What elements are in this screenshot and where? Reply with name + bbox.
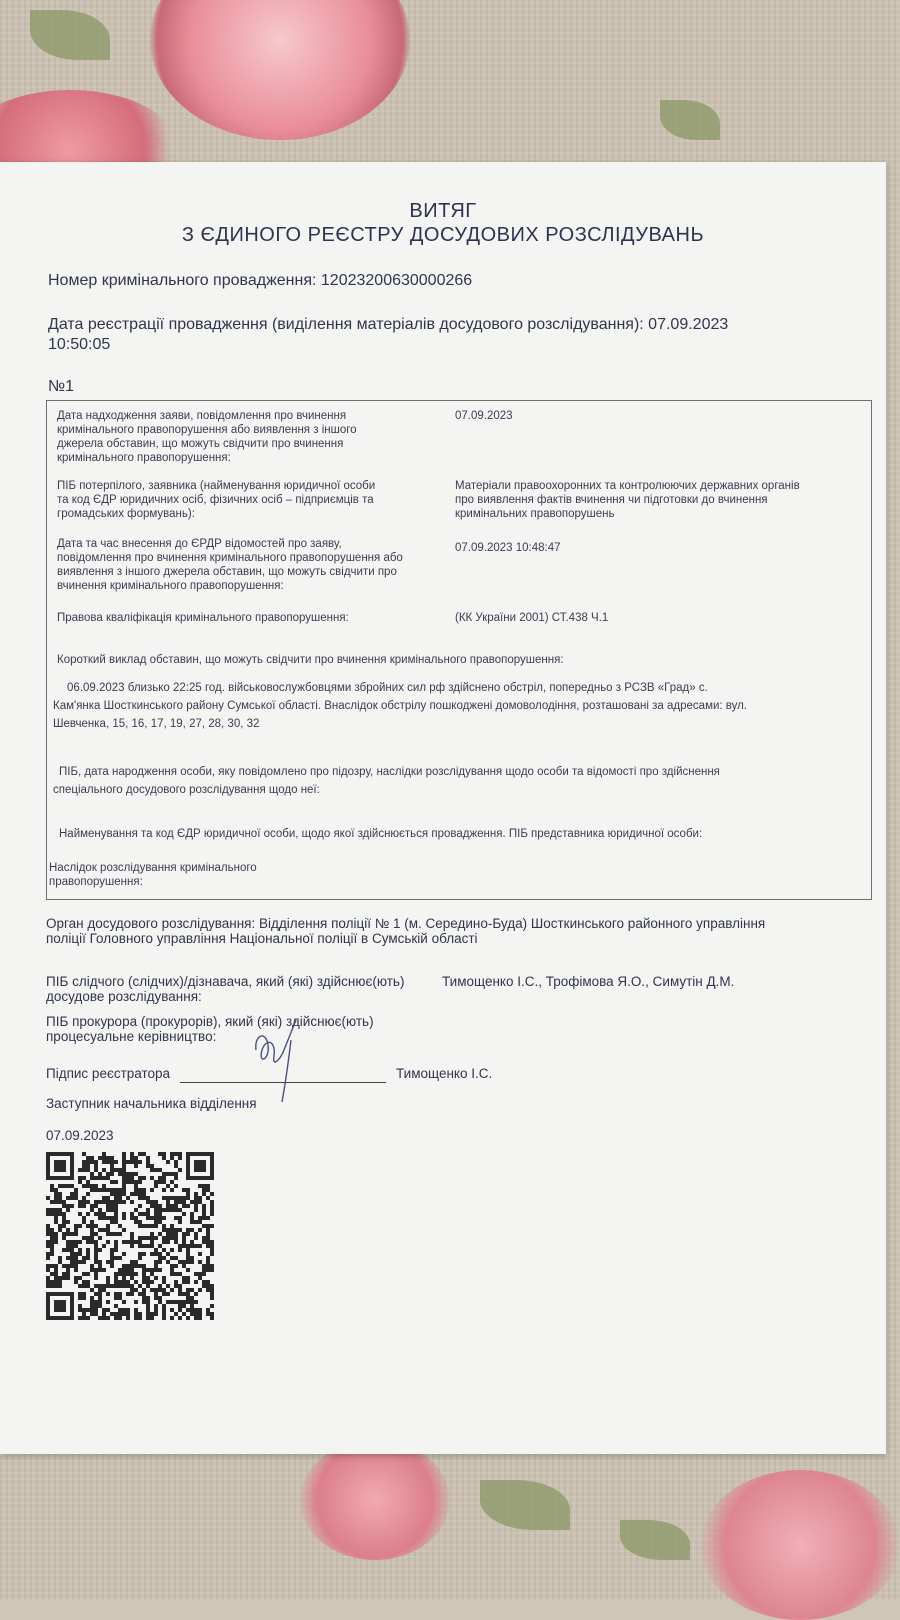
summary-label: Короткий виклад обставин, що можуть свідчити про вчинення кримінального правопорушення: [57, 654, 564, 666]
row-applicant-value: Матеріали правоохоронних та контролюючих державних органів про виявлення фактів вчинення чи підготовки до вчинення кримінальних правопорушень [455, 480, 800, 520]
legal-entity-label: Найменування та код ЄДР юридичної особи, щодо якої здійснюється провадження. ПІБ представника юридичної особи: [59, 828, 703, 840]
prosecutor-label: ПІБ прокурора (прокурорів), який (які) здійснює(ють) процесуальне керівництво: [46, 1014, 374, 1044]
registry-extract-sheet [0, 162, 886, 1454]
position-title: Заступник начальника відділення [46, 1096, 257, 1111]
case-number: Номер кримінального провадження: 12023200630000266 [48, 272, 473, 289]
document-date: 07.09.2023 [46, 1128, 114, 1143]
registrar-signature-label: Підпис реєстратора [46, 1066, 171, 1081]
row-entry-datetime-value: 07.09.2023 10:48:47 [455, 542, 561, 554]
investigator-names: Тимощенко І.С., Трофімова Я.О., Симутін Д.М. [442, 974, 735, 989]
leaf-bottom [480, 1480, 570, 1530]
investigator-label: ПІБ слідчого (слідчих)/дізнавача, який (які) здійснює(ють) досудове розслідування: [46, 974, 405, 1004]
row-received-date-value: 07.09.2023 [455, 410, 513, 422]
row-qualification-label: Правова кваліфікація кримінального правопорушення: [57, 612, 349, 624]
leaf-top-right [660, 100, 720, 140]
leaf-bottom-right [620, 1520, 690, 1560]
registrar-name: Тимощенко І.С. [396, 1066, 493, 1081]
register-table [46, 400, 872, 900]
pink-flower-bottom-right [700, 1470, 900, 1620]
pink-flower-top [150, 0, 410, 140]
investigation-authority: Орган досудового розслідування: Відділення поліції № 1 (м. Середино-Буда) Шосткинського районного управління поліції Головного управління Національної поліції в Сумській області [46, 916, 766, 946]
qr-code [46, 1152, 214, 1320]
summary-text: 06.09.2023 близько 22:25 год. військовослужбовцями збройних сил рф здійснено обстріл, попередньо з РСЗВ «Град» с. Кам'янка Шосткинського району Сумської області. Внаслідок обстрілу пошкоджені домоволодіння, розташовані за адресами: вул. Шевченка, 15, 16, 17, 19, 27, 28, 30, 32 [53, 682, 748, 730]
row-received-date-label: Дата надходження заяви, повідомлення про вчинення кримінального правопорушення або виявлення з іншого джерела обставин, що можуть свідчити про вчинення кримінального правопорушення: [57, 410, 357, 464]
document-title: ВИТЯГ [409, 200, 477, 222]
registration-date: Дата реєстрації провадження (виділення матеріалів досудового розслідування): 07.09.2023 [48, 316, 729, 333]
pink-flower-bottom [300, 1440, 450, 1560]
document-subtitle: З ЄДИНОГО РЕЄСТРУ ДОСУДОВИХ РОЗСЛІДУВАНЬ [181, 224, 705, 246]
row-qualification-value: (КК України 2001) СТ.438 Ч.1 [455, 612, 609, 624]
leaf-top [30, 10, 110, 60]
suspect-label: ПІБ, дата народження особи, яку повідомлено про підозру, наслідки розслідування щодо особи та відомості про здійснення спеціального досудового розслідування щодо неї: [53, 766, 720, 796]
row-entry-datetime-label: Дата та час внесення до ЄРДР відомостей про заяву, повідомлення про вчинення кримінального правопорушення або виявлення з іншого джерела обставин, що можуть свідчити про вчинення кримінального правопорушення: [57, 538, 403, 592]
investigation-result-label: Наслідок розслідування кримінального правопорушення: [49, 862, 257, 888]
handwritten-signature [236, 1010, 326, 1110]
row-applicant-label: ПІБ потерпілого, заявника (найменування юридичної особи та код ЄДР юридичних осіб, фізичних осіб – підприємців та громадських формувань): [57, 480, 376, 520]
registration-time: 10:50:05 [48, 336, 111, 353]
section-number: №1 [48, 378, 75, 395]
